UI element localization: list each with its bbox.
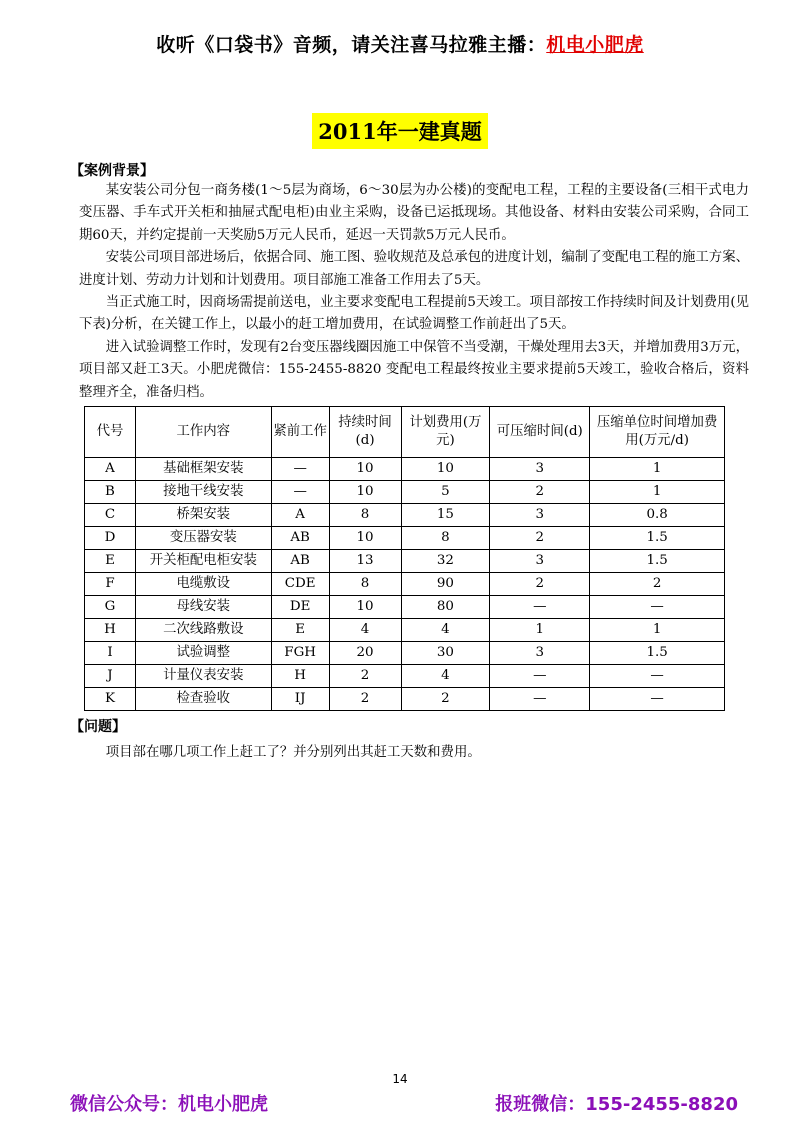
cell-duration: 10 [329,481,401,504]
cell-duration: 10 [329,458,401,481]
col-header-predecessor: 紧前工作 [271,407,329,458]
cell-code: I [85,642,136,665]
cell-predecessor: — [271,458,329,481]
cell-content: 检查验收 [135,688,271,711]
cell-content: 基础框架安装 [135,458,271,481]
cell-cost: 2 [401,688,490,711]
cell-predecessor: H [271,665,329,688]
cell-duration: 10 [329,596,401,619]
col-header-cost: 计划费用(万元) [401,407,490,458]
cell-content: 变压器安装 [135,527,271,550]
cell-predecessor: AB [271,527,329,550]
page-header [0,30,800,57]
col-header-unit-cost: 压缩单位时间增加费用(万元/d) [590,407,725,458]
work-table [84,406,725,711]
cell-predecessor: DE [271,596,329,619]
cell-cost: 4 [401,665,490,688]
table-row [85,527,725,550]
cell-unit-cost: — [590,665,725,688]
col-header-duration: 持续时间(d) [329,407,401,458]
cell-content: 开关柜配电柜安装 [135,550,271,573]
col-header-content: 工作内容 [135,407,271,458]
cell-duration: 2 [329,688,401,711]
col-header-code: 代号 [85,407,136,458]
cell-compressible: 3 [490,458,590,481]
cell-cost: 4 [401,619,490,642]
cell-duration: 4 [329,619,401,642]
cell-duration: 10 [329,527,401,550]
table-row [85,550,725,573]
cell-unit-cost: 1 [590,481,725,504]
table-header-row [85,407,725,458]
cell-code: B [85,481,136,504]
cell-content: 电缆敷设 [135,573,271,596]
cell-compressible: 3 [490,550,590,573]
cell-cost: 10 [401,458,490,481]
cell-code: F [85,573,136,596]
cell-unit-cost: 1.5 [590,527,725,550]
cell-unit-cost: 1.5 [590,642,725,665]
question-label: 【问题】 [70,719,126,735]
cell-content: 母线安装 [135,596,271,619]
cell-compressible: 3 [490,504,590,527]
page-number: 14 [392,1072,408,1086]
cell-duration: 13 [329,550,401,573]
cell-duration: 8 [329,573,401,596]
table-row [85,458,725,481]
cell-cost: 30 [401,642,490,665]
question-text: 项目部在哪几项工作上赶工了？并分别列出其赶工天数和费用。 [105,745,481,760]
cell-cost: 8 [401,527,490,550]
cell-predecessor: A [271,504,329,527]
cell-cost: 15 [401,504,490,527]
cell-predecessor: — [271,481,329,504]
header-brand-link[interactable]: 机电小肥虎 [546,34,644,56]
paragraph-1: 某安装公司分包一商务楼(1～5层为商场，6～30层为办公楼)的变配电工程，工程的主要设备(三相干式电力变压器、手车式开关柜和抽屉式配电柜)由业主采购，设备已运抵现场。其他设备、材料由安装公司采购，合同工期60天，并约定提前一天奖励5万元人民币，延迟一天罚款5万元人民币。 [79,183,749,243]
cell-code: G [85,596,136,619]
cell-compressible: 1 [490,619,590,642]
cell-code: C [85,504,136,527]
cell-unit-cost: — [590,688,725,711]
table-row [85,573,725,596]
cell-content: 计量仪表安装 [135,665,271,688]
cell-predecessor: CDE [271,573,329,596]
table-row [85,688,725,711]
paragraph-4: 进入试验调整工作时，发现有2台变压器线圈因施工中保管不当受潮，干燥处理用去3天，并增加费用3万元，项目部又赶工3天。小肥虎微信：155-2455-8820 变配电工程最终按业主要求提前5天竣工，验收合格后，资料整理齐全，准备归档。 [79,339,749,400]
cell-cost: 32 [401,550,490,573]
cell-unit-cost: — [590,596,725,619]
cell-code: D [85,527,136,550]
cell-duration: 8 [329,504,401,527]
header-prefix: 收听《口袋书》音频，请关注喜马拉雅主播： [156,34,547,56]
case-background-text [79,180,749,404]
cell-cost: 90 [401,573,490,596]
cell-compressible: — [490,688,590,711]
cell-code: J [85,665,136,688]
cell-unit-cost: 1.5 [590,550,725,573]
table-row [85,642,725,665]
cell-cost: 80 [401,596,490,619]
cell-compressible: 2 [490,573,590,596]
cell-unit-cost: 0.8 [590,504,725,527]
cell-unit-cost: 2 [590,573,725,596]
cell-code: K [85,688,136,711]
table-row [85,619,725,642]
table-row [85,596,725,619]
col-header-compressible: 可压缩时间(d) [490,407,590,458]
cell-duration: 2 [329,665,401,688]
cell-duration: 20 [329,642,401,665]
footer-wechat-account: 微信公众号：机电小肥虎 [70,1094,268,1115]
cell-content: 二次线路敷设 [135,619,271,642]
cell-compressible: 3 [490,642,590,665]
cell-compressible: 2 [490,481,590,504]
cell-code: H [85,619,136,642]
paragraph-3: 当正式施工时，因商场需提前送电，业主要求变配电工程提前5天竣工。项目部按工作持续时间及计划费用(见下表)分析，在关键工作上，以最小的赶工增加费用，在试验调整工作前赶出了5天。 [79,295,749,333]
table-row [85,504,725,527]
cell-code: E [85,550,136,573]
page-title: 2011年一建真题 [312,113,487,149]
cell-content: 接地干线安装 [135,481,271,504]
cell-predecessor: FGH [271,642,329,665]
cell-predecessor: AB [271,550,329,573]
cell-cost: 5 [401,481,490,504]
cell-code: A [85,458,136,481]
cell-compressible: — [490,665,590,688]
cell-content: 试验调整 [135,642,271,665]
table-row [85,665,725,688]
table-row [85,481,725,504]
cell-content: 桥架安装 [135,504,271,527]
footer-signup-wechat: 报班微信：155-2455-8820 [495,1094,738,1115]
cell-predecessor: E [271,619,329,642]
cell-unit-cost: 1 [590,619,725,642]
cell-compressible: 2 [490,527,590,550]
background-label: 【案例背景】 [70,163,154,179]
cell-compressible: — [490,596,590,619]
paragraph-2: 安装公司项目部进场后，依据合同、施工图、验收规范及总承包的进度计划，编制了变配电工程的施工方案、进度计划、劳动力计划和计划费用。项目部施工准备工作用去了5天。 [79,250,749,288]
cell-unit-cost: 1 [590,458,725,481]
cell-predecessor: IJ [271,688,329,711]
